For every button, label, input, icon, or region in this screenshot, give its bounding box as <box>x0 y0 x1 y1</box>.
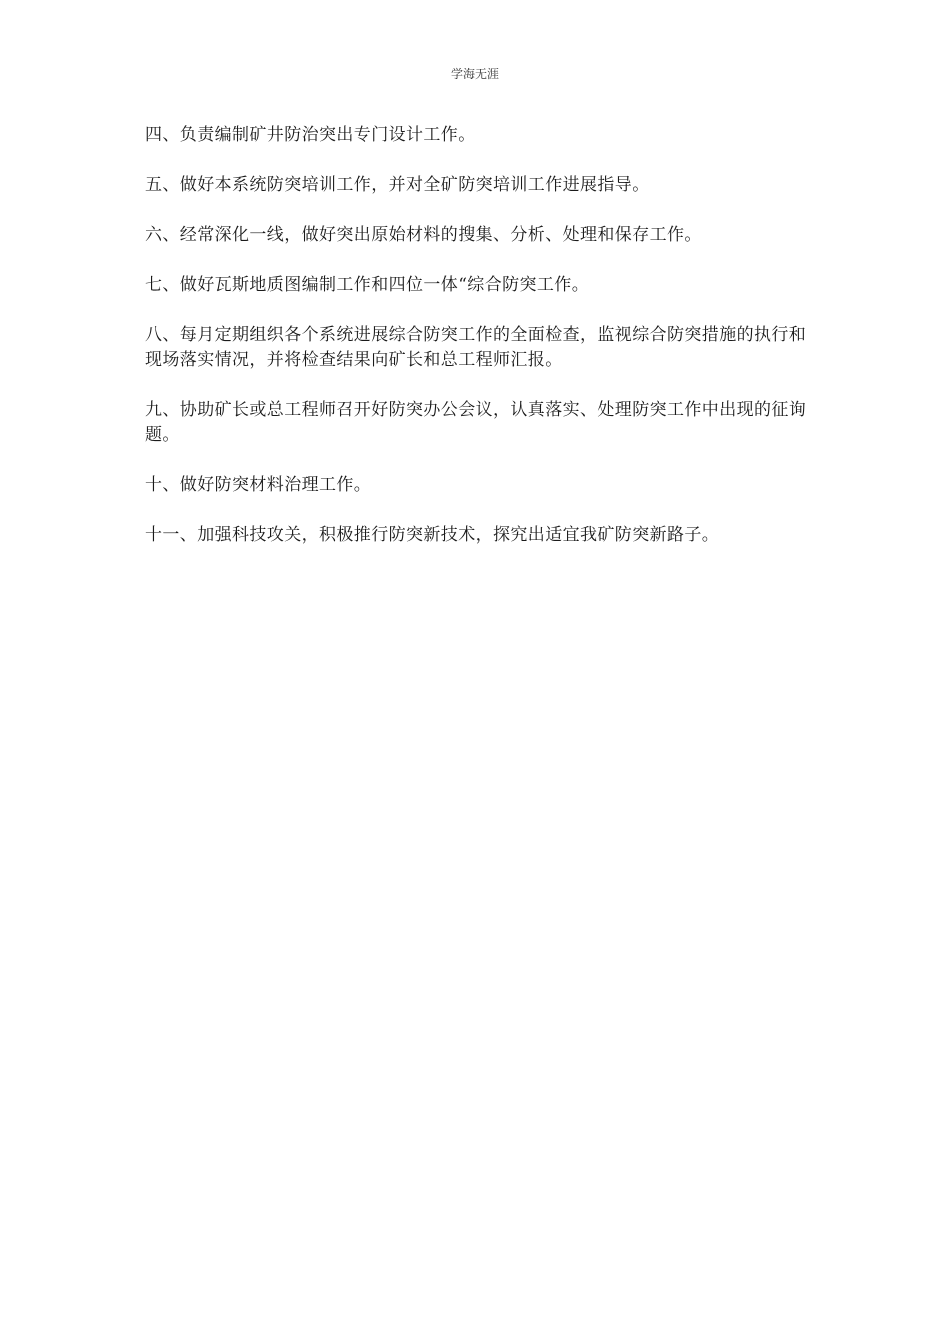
paragraph-4: 四、负责编制矿井防治突出专门设计工作。 <box>145 125 476 145</box>
paragraph-8: 八、每月定期组织各个系统进展综合防突工作的全面检查，监视综合防突措施的执行和现场落实情况，并将检查结果向矿长和总工程师汇报。 <box>145 325 807 370</box>
paragraph-10: 十、做好防突材料治理工作。 <box>145 475 372 495</box>
page-header: 学海无涯 <box>450 67 499 81</box>
paragraph-6: 六、经常深化一线，做好突出原始材料的搜集、分析、处理和保存工作。 <box>145 225 702 245</box>
paragraph-9: 九、协助矿长或总工程师召开好防突办公会议，认真落实、处理防突工作中出现的征询题。 <box>145 400 807 445</box>
document-body <box>145 123 810 573</box>
paragraph-5: 五、做好本系统防突培训工作，并对全矿防突培训工作进展指导。 <box>145 175 650 195</box>
paragraph-11: 十一、加强科技攻关，积极推行防突新技术，探究出适宜我矿防突新路子。 <box>145 525 720 545</box>
paragraph-7: 七、做好瓦斯地质图编制工作和四位一体“综合防突工作。 <box>145 275 590 295</box>
